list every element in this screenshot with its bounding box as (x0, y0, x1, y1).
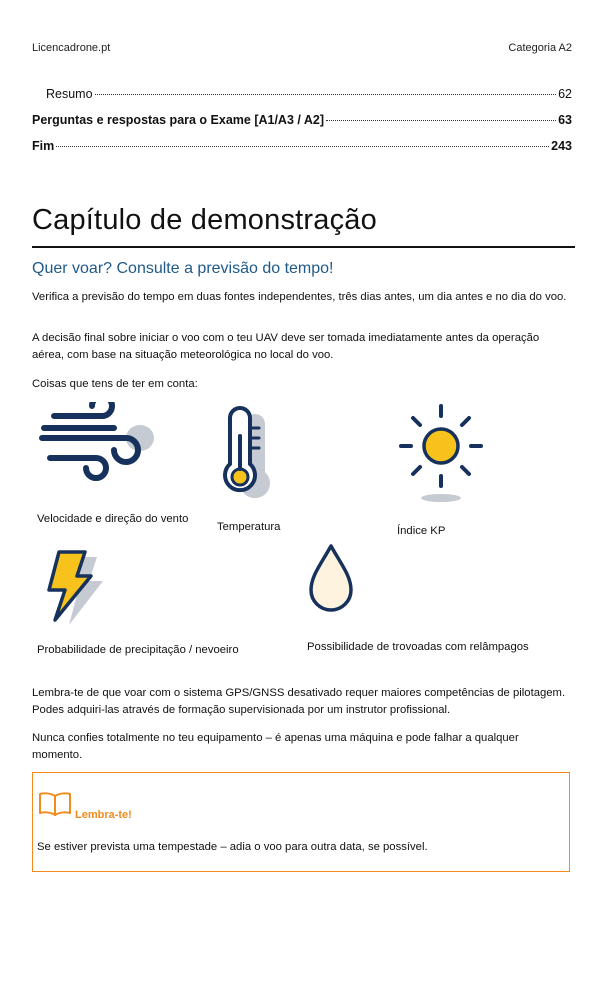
caption-wind: Velocidade e direção do vento (37, 513, 189, 525)
caption-precipitation: Probabilidade de precipitação / nevoeiro (37, 644, 239, 656)
caption-kp-index: Índice KP (397, 525, 446, 537)
callout-title: Lembra-te! (75, 809, 132, 821)
caption-temperature: Temperatura (217, 521, 281, 533)
toc-leader (326, 120, 556, 121)
toc-label: Perguntas e respostas para o Exame [A1/A3 / A2] (32, 113, 325, 127)
open-book-icon (38, 791, 72, 817)
toc-entry-fim[interactable] (32, 139, 572, 153)
chapter-title: Capítulo de demonstração (32, 204, 377, 236)
reminder-callout (32, 772, 570, 872)
raindrop-icon (303, 540, 361, 616)
header-site: Licencadrone.pt (32, 42, 111, 54)
toc-entry-perguntas[interactable] (32, 113, 572, 127)
toc-page: 63 (558, 113, 572, 127)
section-title: Quer voar? Consulte a previsão do tempo! (32, 260, 334, 277)
toc-label: Resumo (46, 87, 93, 101)
toc-page: 243 (551, 139, 572, 153)
toc-page: 62 (558, 87, 572, 101)
thermometer-icon (215, 406, 275, 502)
caption-thunderstorms: Possibilidade de trovoadas com relâmpagos (307, 641, 529, 653)
paragraph-final-decision: A decisão final sobre iniciar o voo com o teu UAV deve ser tomada imediatamente antes da operação aérea, com base na situação meteorológica no local do voo. (32, 332, 540, 361)
paragraph-equipment-trust: Nunca confies totalmente no teu equipamento – é apenas uma máquina e pode falhar a qualquer momento. (32, 732, 519, 761)
toc-leader (56, 146, 549, 147)
paragraph-forecast-sources: Verifica a previsão do tempo em duas fontes independentes, três dias antes, um dia antes e no dia do voo. (32, 291, 567, 303)
lightning-icon (35, 548, 107, 628)
sun-icon (395, 402, 487, 506)
toc-leader (95, 94, 557, 95)
toc-entry-resumo[interactable] (46, 87, 572, 101)
header-category: Categoria A2 (508, 42, 572, 54)
paragraph-things-to-consider: Coisas que tens de ter em conta: (32, 378, 198, 390)
chapter-divider (32, 246, 575, 248)
toc-label: Fim (32, 139, 55, 153)
wind-icon (34, 402, 154, 482)
paragraph-gps-disabled: Lembra-te de que voar com o sistema GPS/GNSS desativado requer maiores competências de pilotagem. Podes adquiri-las através de formação supervisionada por um instrutor profissional. (32, 687, 566, 716)
callout-text: Se estiver prevista uma tempestade – adia o voo para outra data, se possível. (37, 841, 428, 853)
